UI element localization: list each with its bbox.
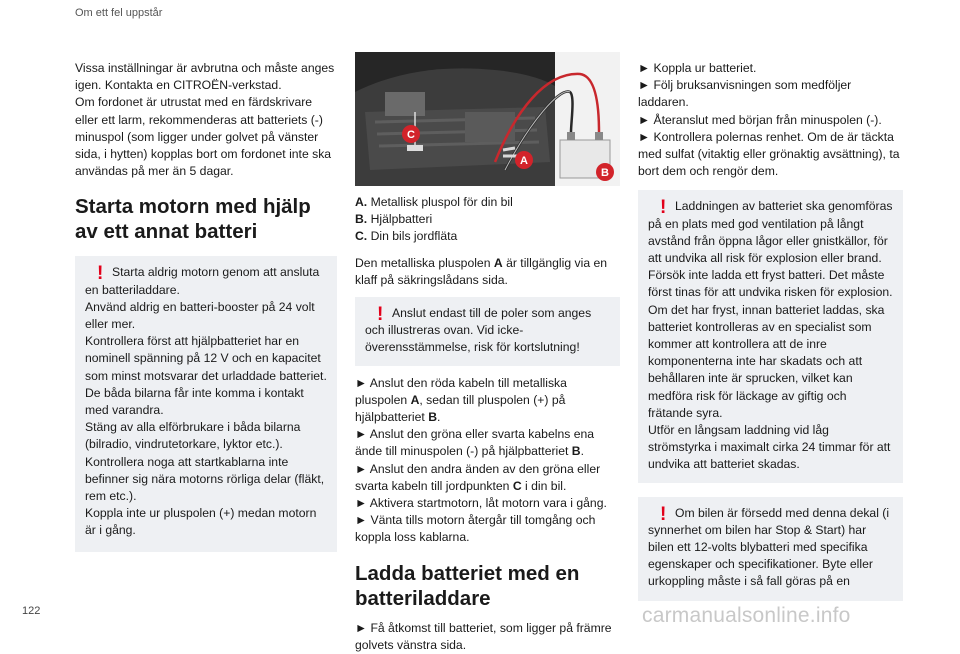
page-number: 122 — [22, 605, 41, 617]
warning-text: Försök inte ladda ett fryst batteri. Det måste först tinas för att undvika risken för explosion. Om det har fryst, innan batteriet laddas, ska batteriet kontrolleras av en specialist som kommer att kontrollera att de inre komponenterna inte har skadats och att behållaren inte är sprucken, vilket kan medföra risk för läckage av giftig och frätande syra. — [648, 268, 893, 420]
warning-text: Utför en långsam laddning vid låg strömstyrka i maximalt cirka 24 timmar för att undvika att batteriet skadas. — [648, 423, 891, 472]
legend-item — [355, 194, 620, 211]
warning-text: Koppla inte ur pluspolen (+) medan motorn är i gång. — [85, 506, 317, 538]
intro-paragraph-1: Vissa inställningar är avbrutna och måste anges igen. Kontakta en CITROËN-verkstad. — [75, 61, 335, 93]
warning-icon: ! — [660, 503, 667, 525]
column-left — [75, 60, 337, 552]
step-item: ► Anslut den röda kabeln till metalliska pluspolen A, sedan till pluspolen (+) på hjälpbatteriet B. — [355, 375, 567, 425]
legend-key: C. — [355, 229, 368, 244]
warning-text: Om bilen är försedd med denna dekal (i synnerhet om bilen har Stop & Start) har bilen ett 12-volts blybatteri med specifika egenskaper och specifikationer. Byte eller urkoppling måste i så fall göras på en — [648, 505, 890, 589]
warning-box-charging — [638, 190, 903, 482]
warning-text: De båda bilarna får inte komma i kontakt med varandra. — [85, 385, 304, 418]
engine-bay-image — [355, 52, 620, 186]
legend-item — [355, 211, 620, 228]
callout-c-label: C — [407, 129, 415, 141]
callout-b-label: B — [601, 167, 609, 179]
warning-text: Kontrollera noga att startkablarna inte befinner sig nära motorns rörliga delar (fläkt, rem etc.). — [85, 454, 325, 504]
access-paragraph: Den metalliska pluspolen A är tillgänglig via en klaff på säkringslådans sida. — [355, 255, 608, 287]
warning-text: Stäng av alla elförbrukare i båda bilarna (bilradio, vindrutetorkare, lyktor etc.). — [85, 420, 301, 452]
figure-legend — [355, 194, 620, 246]
intro-paragraph-2: Om fordonet är utrustat med en färdskrivare eller ett larm, rekommenderas att batteriets (-) minuspol (som ligger under golvet på vänster sida, i hytten) kopplas bort om fordonet inte ska användas på mer än 5 dagar. — [75, 95, 332, 179]
warning-text: Starta aldrig motorn genom att ansluta en batteriladdare. — [85, 265, 320, 297]
jumpstart-steps — [355, 375, 620, 547]
step-item: ► Vänta tills motorn återgår till tomgång och koppla loss kablarna. — [355, 513, 596, 545]
step-item: ► Följ bruksanvisningen som medföljer laddaren. — [638, 78, 852, 110]
warning-text: Använd aldrig en batteri-booster på 24 volt eller mer. — [85, 299, 315, 332]
step-item: ► Koppla ur batteriet. — [638, 61, 757, 75]
step-item: ► Anslut den gröna eller svarta kabelns ena ände till minuspolen (-) på hjälpbatteriet B. — [355, 427, 595, 459]
legend-text: Din bils jordfläta — [370, 229, 458, 244]
callout-a-label: A — [520, 155, 528, 167]
warning-box-jumpstart — [75, 256, 337, 551]
step-item: ► Kontrollera polernas renhet. Om de är täckta med sulfat (vitaktig eller grönaktig avsättning), ta bort dem och rengör dem. — [638, 129, 900, 179]
legend-item — [355, 228, 620, 245]
warning-box-sticker — [638, 497, 903, 601]
column-right — [638, 60, 903, 601]
step-item: ► Återanslut med början från minuspolen (-). — [638, 112, 882, 127]
legend-text: Hjälpbatteri — [370, 212, 433, 227]
warning-text: Laddningen av batteriet ska genomföras på en plats med god ventilation på långt avstånd från öppna lågor eller gnistkällor, för att undvika all risk för explosion eller brand. — [648, 199, 893, 266]
section-heading-charger: Ladda batteriet med en batteriladdare — [355, 561, 580, 610]
warning-icon: ! — [377, 304, 384, 326]
step-item: ► Få åtkomst till batteriet, som ligger på främre golvets vänstra sida. — [355, 620, 612, 652]
step-item: ► Anslut den andra änden av den gröna eller svarta kabeln till jordpunkten C i din bil. — [355, 461, 601, 493]
legend-text: Metallisk pluspol för din bil — [370, 195, 513, 209]
step-item: ► Aktivera startmotorn, låt motorn vara i gång. — [355, 496, 607, 511]
section-heading-jumpstart: Starta motorn med hjälp av ett annat batteri — [75, 195, 311, 244]
watermark: carmanualsonline.info — [642, 604, 851, 627]
legend-key: A. — [355, 195, 368, 209]
column-middle — [355, 52, 620, 654]
warning-text: Kontrollera först att hjälpbatteriet har en nominell spänning på 12 V och en kapacitet som minst motsvarar det urladdade batteriet. — [85, 334, 327, 383]
jumpstart-illustration — [355, 52, 620, 186]
warning-box-poles — [355, 297, 620, 366]
warning-icon: ! — [97, 263, 104, 285]
legend-key: B. — [355, 212, 368, 227]
warning-icon: ! — [660, 197, 667, 219]
section-header: Om ett fel uppstår — [75, 7, 163, 19]
warning-text: Anslut endast till de poler som anges och illustreras ovan. Vid icke-överensstämmelse, risk för kortslutning! — [365, 306, 592, 355]
